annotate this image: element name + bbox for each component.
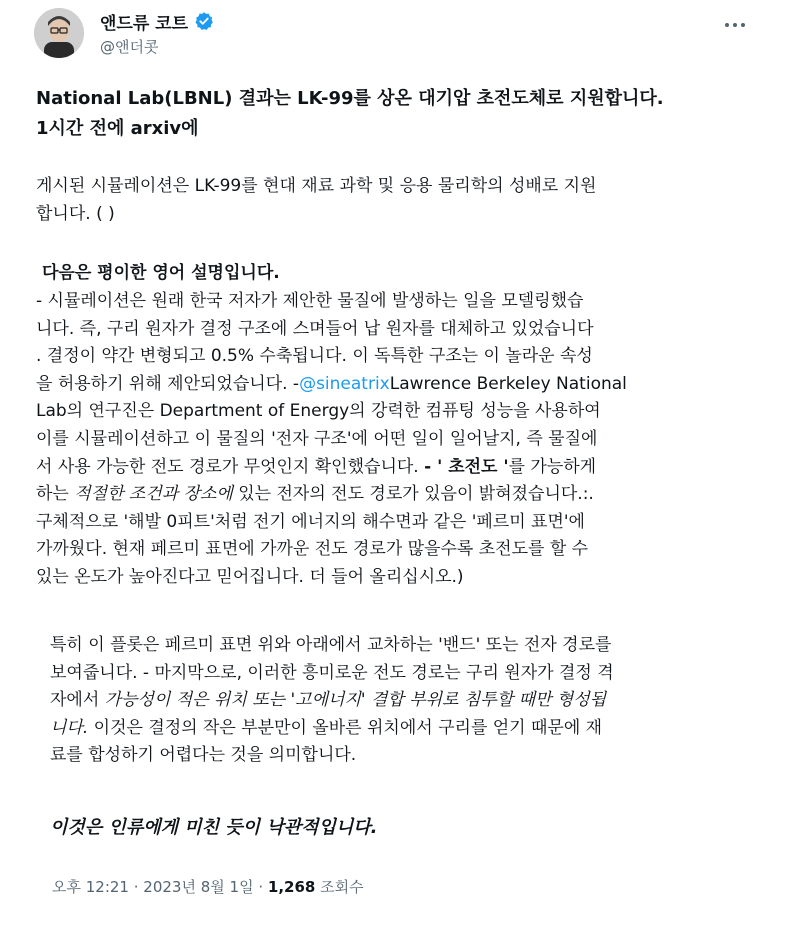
more-options-icon[interactable] xyxy=(718,10,752,40)
mention-link[interactable]: @sineatrix xyxy=(299,373,390,394)
tweet-meta xyxy=(52,876,364,897)
display-name[interactable]: 앤드류 코트 xyxy=(100,13,189,34)
meta-separator: · xyxy=(253,878,268,896)
meta-separator: · xyxy=(128,878,144,896)
avatar[interactable] xyxy=(34,8,84,58)
explanation-list xyxy=(36,288,627,592)
verified-badge-icon xyxy=(194,11,214,31)
para3-text-a: 특히 이 플롯은 페르미 표면 위와 아래에서 교차하는 '밴드' 또는 전자 경로를 보여줍니다. - 마지막으로, 이러한 흥미로운 전도 경로는 구리 원자가 결정 격 자에서 xyxy=(50,635,614,711)
paragraph-1: 게시된 시뮬레이션은 LK-99를 현대 재료 과학 및 응용 물리학의 성배로 지원 합니다. ( ) xyxy=(36,176,597,224)
tweet-time[interactable]: 오후 12:21 xyxy=(52,878,129,896)
list-text-f: 있는 전자의 전도 경로가 있음이 밝혀졌습니다.:. 구체적으로 '해발 0피트'처럼 전기 에너지의 해수면과 같은 '페르미 표면'에 가까웠다. 현재 페르미 표면에 가까운 전도 경로가 많을수록 초전도를 할 수 있는 온도가 높아진다고 믿어집니다. 더 들어 올리십시오.) xyxy=(36,484,594,587)
list-text-a: - 시뮬레이션은 원래 한국 저자가 제안한 물질에 발생하는 일을 모델링했습 니다. 즉, 구리 원자가 결정 구조에 스며들어 납 원자를 대체하고 있었습니다 . 결정이 약간 변형되고 0.5% 수축됩니다. 이 독특한 구조는 이 놀라운 속성 을 허용하기 위해 제안되었습니다. - xyxy=(36,291,594,394)
tweet-date[interactable]: 2023년 8월 1일 xyxy=(143,878,254,896)
avatar-portrait-icon xyxy=(34,8,84,58)
superconductivity-term: - ' 초전도 ' xyxy=(424,456,509,477)
explanation-heading: 다음은 평이한 영어 설명입니다. xyxy=(42,263,280,283)
handle[interactable]: @앤더콧 xyxy=(100,38,159,56)
list-text-d: 를 가능하게 하는 xyxy=(36,456,597,505)
para3-emphasis: 가능성이 적은 위치 또는 '고에너지' 결합 부위로 침투할 때만 형성됩 니다. xyxy=(50,690,607,738)
conditions-emphasis: 적절한 조건과 장소에 xyxy=(74,484,233,505)
tweet-header xyxy=(0,0,800,80)
view-count[interactable]: 1,268 xyxy=(267,878,316,896)
view-count-label: 조회수 xyxy=(315,878,364,896)
intro-text: National Lab(LBNL) 결과는 LK-99를 상온 대기압 초전도체로 지원합니다. 1시간 전에 arxiv에 xyxy=(36,88,664,139)
para3-text-b: 이것은 결정의 작은 부분만이 올바른 위치에서 구리를 얻기 때문에 재 료를 합성하기 어렵다는 것을 의미합니다. xyxy=(50,717,603,766)
optimism-text: 이것은 인류에게 미친 듯이 낙관적입니다. xyxy=(50,817,378,838)
paragraph-3 xyxy=(50,632,614,770)
list-text-b: Lawrence Berkeley National Lab의 연구진은 Department of Energy의 강력한 컴퓨팅 성능을 사용하여 이를 시뮬레이션하고 이 물질의 '전자 구조'에 어떤 일이 일어날지, 즉 물질에 서 사용 가능한 전도 경로가 무엇인지 확인했습니다. xyxy=(36,373,627,477)
author-block xyxy=(100,8,214,57)
